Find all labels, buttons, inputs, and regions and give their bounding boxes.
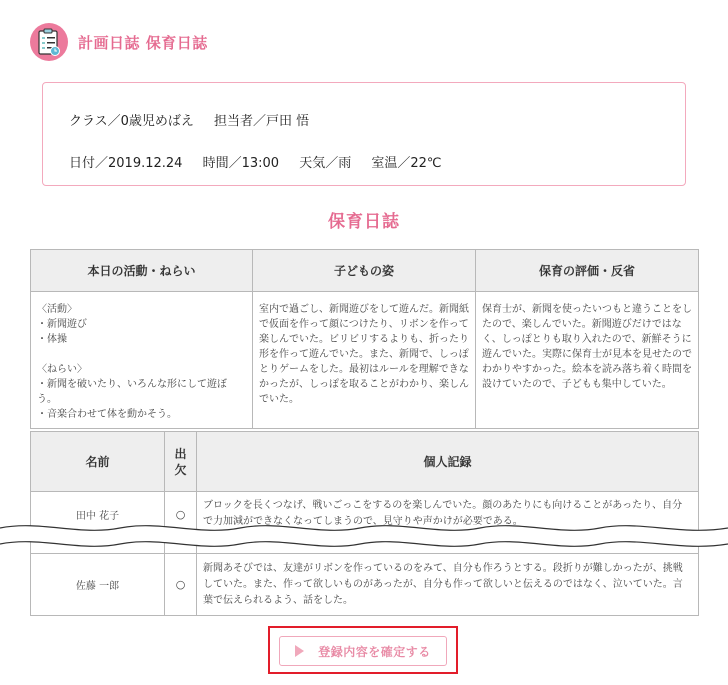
date-value: 日付／2019.12.24 [69,156,183,171]
record-text: ブロックを長くつなげ、戦いごっこをするのを楽しんでいた。顔のあたりにも向けることがあったり、自分で力加減ができなくなってしまうので、見守りや声かけが必要である。 [197,492,699,537]
class-value: クラス／0歳児めばえ [69,114,194,129]
activity-line: ・音楽合わせて体を動かそう。 [37,409,177,420]
play-icon [295,645,304,657]
header-record: 個人記録 [197,432,699,492]
evaluation-cell: 保育士が、新聞を使ったいつもと違うことをしたので、楽しんでいた。新聞遊びだけではなく、しっぽとりも取り入れたので、新鮮そうに遊んでいた。実際に保育士が見本を見せたのでわかりやすかった。絵本を読み落ち着く時間を設けていたので、子どもも集中していた。 [476,292,699,429]
record-text: 新聞あそびでは、友達がリボンを作っているのをみて、自分も作ろうとする。段折りが難しかったが、挑戦していた。また、作って欲しいものがあったが、自分も作って欲しいと伝えるのではなく、泣いていた。言葉で伝えられるよう、話をした。 [197,554,699,616]
app-title: 計画日誌 保育日誌 [78,33,208,52]
teacher-value: 担当者／戸田 悟 [214,114,310,129]
header-evaluation: 保育の評価・反省 [476,250,699,292]
activity-line: ・新聞遊び [37,319,87,330]
activity-table [30,249,699,429]
confirm-button-label: 登録内容を確定する [318,644,431,659]
confirm-highlight [268,626,458,674]
header-children: 子どもの姿 [253,250,476,292]
child-name: 佐藤 一郎 [31,554,165,616]
weather-value: 天気／雨 [299,156,352,171]
info-panel [42,82,686,186]
header-attendance [165,432,197,492]
clipboard-icon [30,23,68,61]
activity-line: ・体操 [37,334,67,345]
attendance-mark: ○ [165,492,197,537]
confirm-button[interactable] [279,636,447,666]
attendance-header-text: 出欠 [174,446,187,477]
child-name: 田中 花子 [31,492,165,537]
time-value: 時間／13:00 [202,156,280,171]
activity-line: 〈ねらい〉 [37,364,87,375]
section-title: 保育日誌 [328,212,400,232]
activity-cell [31,292,253,429]
app-header [30,18,208,66]
attendance-mark: ○ [165,554,197,616]
info-line-date [69,152,458,171]
info-line-class [69,110,325,129]
activity-line: 〈活動〉 [37,304,77,315]
children-cell: 室内で過ごし、新聞遊びをして遊んだ。新聞紙で仮面を作って顔につけたり、リボンを作って楽しんでいた。ビリビリするよりも、折ったり形を作って遊んでいた。また、新聞で、しっぽとりゲームをした。最初はルールを理解できなかったが、しっぽを取ることがわかり、楽しんでいた。 [253,292,476,429]
header-activity: 本日の活動・ねらい [31,250,253,292]
activity-spacer [37,347,246,362]
table-break-wave [0,514,728,554]
temperature-value: 室温／22℃ [371,156,442,171]
header-name: 名前 [31,432,165,492]
activity-line: ・新聞を破いたり、いろんな形にして遊ぼう。 [37,379,227,405]
table-row [31,554,699,616]
